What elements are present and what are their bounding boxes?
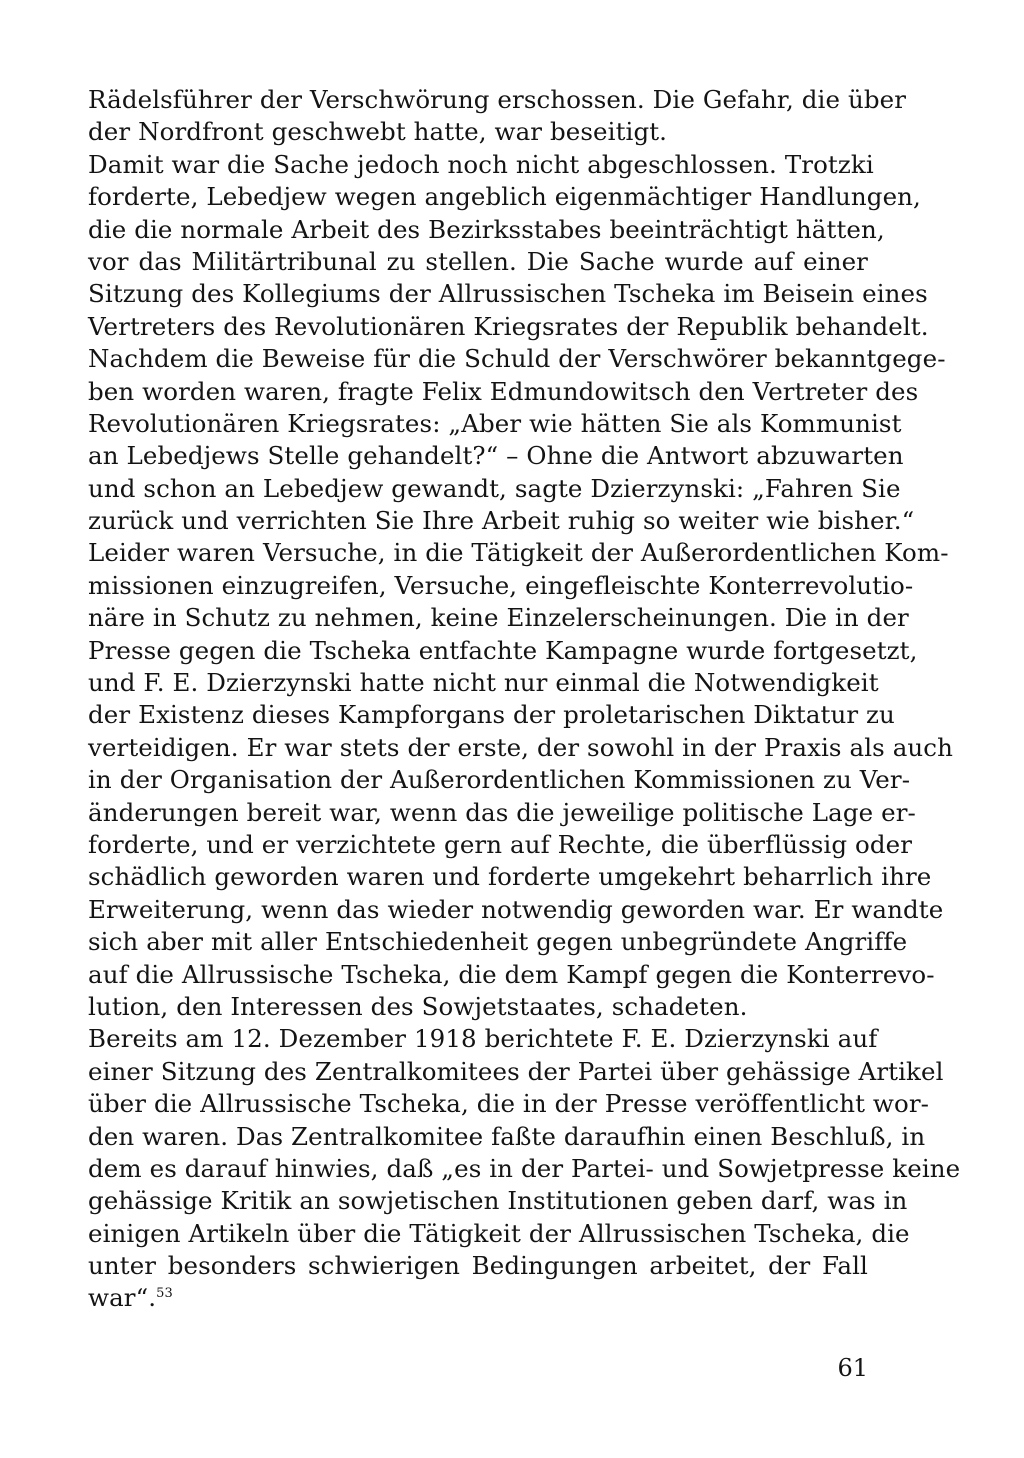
- text-line-content: zurück und verrichten Sie Ihre Arbeit ruhig so weiter wie bisher.“: [88, 506, 915, 536]
- text-line-content: verteidigen. Er war stets der erste, der sowohl in der Praxis als auch: [88, 732, 953, 762]
- text-line-content: der Nordfront geschwebt hatte, war beseitigt.: [88, 117, 668, 147]
- text-line-content: ben worden waren, fragte Felix Edmundowitsch den Vertreter des: [88, 376, 919, 406]
- text-line: [88, 991, 868, 1023]
- text-line: [88, 214, 885, 246]
- text-line: [88, 311, 929, 343]
- text-line-content: lution, den Interessen des Sowjetstaates, schadeten.: [88, 991, 748, 1021]
- text-line: [88, 1282, 868, 1314]
- text-line: [88, 440, 904, 472]
- text-line: [88, 797, 916, 829]
- text-line-content: die die normale Arbeit des Bezirksstabes beeinträchtigt hätten,: [88, 214, 885, 244]
- text-line: [88, 473, 901, 505]
- text-line: [88, 829, 913, 861]
- text-line: [88, 343, 946, 375]
- text-line: [88, 1218, 910, 1250]
- text-line: [88, 1121, 926, 1153]
- text-line-content: Damit war die Sache jedoch noch nicht abgeschlossen. Trotzki: [88, 149, 874, 179]
- text-line: [88, 894, 944, 926]
- text-line-content: Revolutionären Kriegsrates: „Aber wie hätten Sie als Kommunist: [88, 408, 902, 438]
- page-number: 61: [837, 1354, 868, 1382]
- text-line-content: und schon an Lebedjew gewandt, sagte Dzierzynski: „Fahren Sie: [88, 473, 901, 503]
- text-line: [88, 84, 907, 116]
- text-line-content: Presse gegen die Tscheka entfachte Kampagne wurde fortgesetzt,: [88, 635, 918, 665]
- text-line-content: der Existenz dieses Kampforgans der proletarischen Diktatur zu: [88, 700, 895, 730]
- text-line-content: war“.: [88, 1283, 157, 1313]
- text-line-content: in der Organisation der Außerordentlichen Kommissionen zu Ver-: [88, 765, 911, 795]
- text-line-content: einer Sitzung des Zentralkomitees der Partei über gehässige Artikel: [88, 1056, 944, 1086]
- text-line: [88, 602, 909, 634]
- text-line: [88, 278, 928, 310]
- text-line-content: näre in Schutz zu nehmen, keine Einzelerscheinungen. Die in der: [88, 603, 909, 633]
- text-line: [88, 732, 953, 764]
- text-line-content: Leider waren Versuche, in die Tätigkeit der Außerordentlichen Kom-: [88, 538, 949, 568]
- text-line: [88, 537, 949, 569]
- text-line: [88, 1023, 878, 1055]
- text-line: [88, 764, 911, 796]
- text-line-content: Sitzung des Kollegiums der Allrussischen Tscheka im Beisein eines: [88, 279, 928, 309]
- text-line: [88, 1056, 944, 1088]
- text-line-content: forderte, und er verzichtete gern auf Rechte, die überflüssig oder: [88, 829, 913, 859]
- text-line-content: gehässige Kritik an sowjetischen Institutionen geben darf, was in: [88, 1186, 908, 1216]
- text-line-content: forderte, Lebedjew wegen angeblich eigenmächtiger Handlungen,: [88, 182, 921, 212]
- text-line: [88, 861, 932, 893]
- text-line-content: den waren. Das Zentralkomitee faßte daraufhin einen Beschluß, in: [88, 1121, 926, 1151]
- text-line-content: schädlich geworden waren und forderte umgekehrt beharrlich ihre: [88, 862, 932, 892]
- text-line: [88, 1185, 908, 1217]
- text-line-content: sich aber mit aller Entschiedenheit gegen unbegründete Angriffe: [88, 927, 908, 957]
- text-line: [88, 1088, 930, 1120]
- text-line-content: Erweiterung, wenn das wieder notwendig geworden war. Er wandte: [88, 894, 944, 924]
- text-line-content: änderungen bereit war, wenn das die jeweilige politische Lage er-: [88, 797, 916, 827]
- text-line-content: Rädelsführer der Verschwörung erschossen. Die Gefahr, die über: [88, 85, 907, 114]
- text-line: [88, 635, 918, 667]
- text-line-content: Bereits am 12. Dezember 1918 berichtete F. E. Dzierzynski auf: [88, 1024, 878, 1054]
- text-line: [88, 1250, 868, 1282]
- text-line: [88, 505, 915, 537]
- text-line: [88, 376, 919, 408]
- text-line: [88, 149, 874, 181]
- text-line-content: auf die Allrussische Tscheka, die dem Kampf gegen die Konterrevo-: [88, 959, 935, 989]
- text-line: [88, 959, 935, 991]
- body-text: [88, 84, 961, 1315]
- text-line-content: Vertreters des Revolutionären Kriegsrates der Republik behandelt.: [88, 311, 929, 341]
- text-line: [88, 116, 868, 148]
- text-line-content: vor das Militärtribunal zu stellen. Die Sache wurde auf einer: [88, 246, 868, 276]
- text-line: [88, 246, 868, 278]
- text-line-content: einigen Artikeln über die Tätigkeit der Allrussischen Tscheka, die: [88, 1218, 910, 1248]
- text-line-content: und F. E. Dzierzynski hatte nicht nur einmal die Notwendigkeit: [88, 668, 879, 698]
- text-line: [88, 181, 921, 213]
- text-line-content: dem es darauf hinwies, daß „es in der Partei- und Sowjetpresse keine: [88, 1153, 961, 1183]
- text-line: [88, 926, 908, 958]
- text-line: [88, 408, 902, 440]
- text-line: [88, 699, 895, 731]
- text-line-content: unter besonders schwierigen Bedingungen arbeitet, der Fall: [88, 1251, 868, 1281]
- text-line-content: Nachdem die Beweise für die Schuld der Verschwörer bekanntgege-: [88, 344, 946, 374]
- text-line: [88, 570, 914, 602]
- text-line: [88, 1153, 961, 1185]
- text-line: [88, 667, 879, 699]
- text-line-content: missionen einzugreifen, Versuche, eingefleischte Konterrevolutio-: [88, 570, 914, 600]
- text-line-content: über die Allrussische Tscheka, die in der Presse veröffentlicht wor-: [88, 1089, 930, 1119]
- footnote-marker: 53: [156, 1286, 173, 1302]
- text-line-content: an Lebedjews Stelle gehandelt?“ – Ohne die Antwort abzuwarten: [88, 441, 904, 471]
